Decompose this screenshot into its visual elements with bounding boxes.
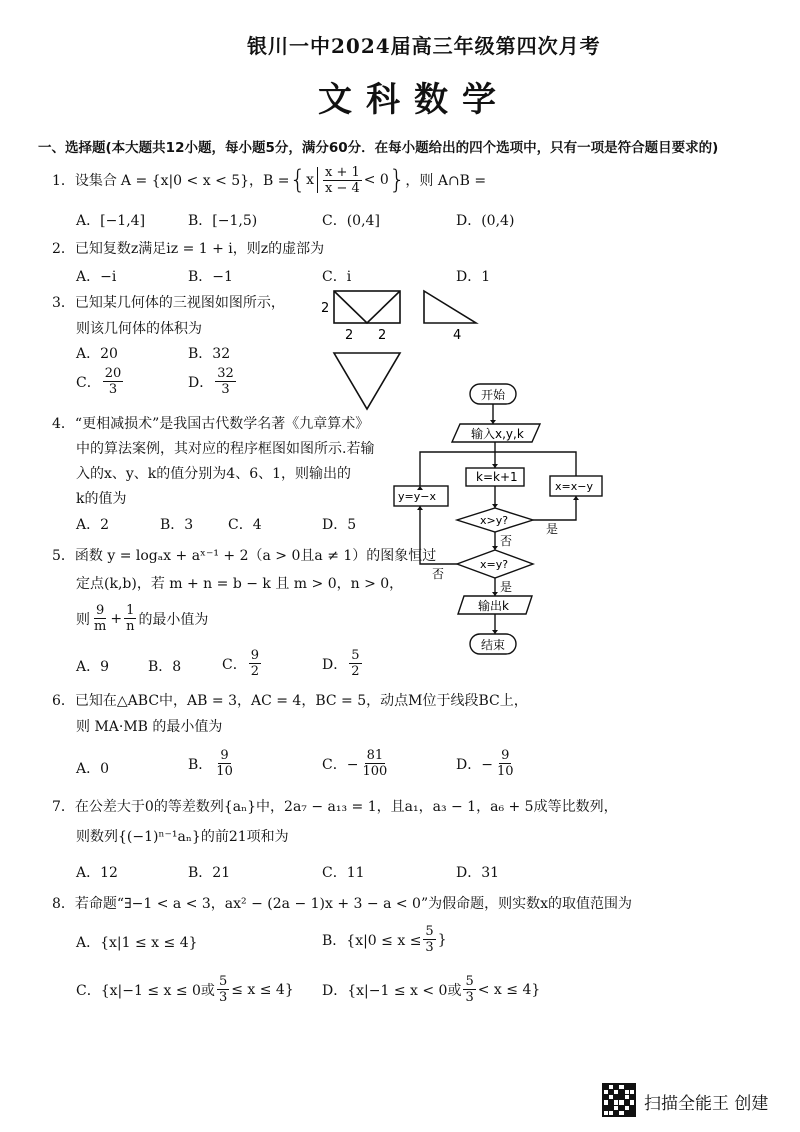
question-4-line2: 中的算法案例，其对应的程序框图如图所示.若输 bbox=[76, 441, 375, 457]
q4-option-d: D．5 bbox=[322, 517, 357, 533]
front-view bbox=[334, 291, 400, 323]
side-view bbox=[424, 291, 476, 323]
q8-b-tail: } bbox=[437, 931, 447, 948]
right-box-label: x=x−y bbox=[555, 480, 593, 493]
output-label: 输出k bbox=[478, 599, 509, 613]
cond2-label: x=y? bbox=[480, 558, 509, 571]
numerator: x + 1 bbox=[324, 164, 360, 180]
q8-b-frac bbox=[423, 924, 435, 955]
q5-frac2 bbox=[124, 603, 136, 634]
q5-plus: + bbox=[110, 610, 123, 627]
denominator: m bbox=[94, 619, 107, 634]
q3-d-frac bbox=[215, 366, 236, 397]
q7-option-b: B．21 bbox=[188, 865, 231, 881]
no-label-1: 否 bbox=[500, 534, 513, 548]
denominator: 3 bbox=[108, 382, 118, 397]
q6-b-frac bbox=[214, 748, 235, 779]
q5-d-frac bbox=[349, 648, 361, 679]
end-label: 结束 bbox=[481, 638, 506, 652]
question-7-line1: 7．在公差大于0的等差数列{aₙ}中，2a₇ − a₁₃ = 1，且a₁，a₃ − 1，a₆ + 5成等比数列， bbox=[52, 799, 618, 815]
denominator: 10 bbox=[496, 764, 514, 779]
q5-tail: 的最小值为 bbox=[138, 611, 209, 628]
q3-c-label: C． bbox=[76, 374, 101, 391]
q3-d-label: D． bbox=[188, 374, 214, 391]
q3-option-d bbox=[188, 366, 238, 397]
numerator: 9 bbox=[250, 648, 259, 663]
numerator: 5 bbox=[425, 924, 434, 939]
q4-option-b: B．3 bbox=[160, 517, 194, 533]
dim-height: 2 bbox=[321, 301, 330, 316]
question-1 bbox=[52, 162, 486, 198]
q7-option-a: A．12 bbox=[76, 865, 118, 881]
yes-label-1: 是 bbox=[546, 522, 559, 536]
q4-option-c: C．4 bbox=[228, 517, 262, 533]
q8-d-frac bbox=[463, 974, 475, 1005]
question-4-line4: k的值为 bbox=[76, 491, 127, 507]
denominator: 100 bbox=[362, 764, 388, 779]
q6-option-b bbox=[188, 748, 237, 779]
q1-ineq: < 0 bbox=[363, 172, 389, 188]
q8-d-tail: < x ≤ 4} bbox=[477, 981, 541, 998]
brace-left: { bbox=[289, 165, 307, 195]
left-box-label: y=y−x bbox=[398, 490, 436, 503]
q8-d-head: D．{x|−1 ≤ x < 0或 bbox=[322, 982, 462, 999]
q6-option-c bbox=[322, 748, 391, 779]
q8-c-tail: ≤ x ≤ 4} bbox=[231, 981, 294, 998]
q3-option-b: B．32 bbox=[188, 346, 231, 362]
denominator: n bbox=[126, 619, 135, 634]
dim-side: 4 bbox=[453, 328, 462, 343]
numerator: 9 bbox=[96, 603, 105, 618]
q2-option-a: A．−i bbox=[76, 269, 117, 285]
exam-header: 银川一中2024届高三年级第四次月考 bbox=[247, 34, 601, 58]
q2-option-b: B．−1 bbox=[188, 269, 233, 285]
q7-option-c: C．11 bbox=[322, 865, 365, 881]
q5-d-label: D． bbox=[322, 656, 348, 673]
cond1-label: x>y? bbox=[480, 514, 509, 527]
question-6-line1: 6．已知在△ABC中，AB = 3，AC = 4，BC = 5，动点M位于线段BC上， bbox=[52, 693, 528, 709]
numerator: 81 bbox=[366, 748, 384, 763]
q6-option-d bbox=[456, 748, 518, 779]
q8-c-frac bbox=[217, 974, 229, 1005]
flowchart bbox=[380, 378, 620, 658]
q6-b-label: B． bbox=[188, 756, 213, 773]
set-bar bbox=[317, 167, 318, 193]
q5-option-b: B．8 bbox=[148, 659, 182, 675]
q8-option-b bbox=[322, 924, 447, 955]
question-2: 2．已知复数z满足iz = 1 + i，则z的虚部为 bbox=[52, 241, 325, 257]
question-5-line3 bbox=[76, 603, 208, 634]
numerator: 1 bbox=[126, 603, 135, 618]
input-label: 输入x,y,k bbox=[471, 427, 524, 441]
q5-frac1 bbox=[92, 603, 108, 634]
numerator: 32 bbox=[217, 366, 234, 381]
q5-option-d bbox=[322, 648, 364, 679]
q6-c-label: C．− bbox=[322, 756, 359, 773]
q1-option-c: C．(0,4] bbox=[322, 213, 380, 229]
q6-d-label: D．− bbox=[456, 756, 493, 773]
numerator: 9 bbox=[220, 748, 229, 763]
start-label: 开始 bbox=[481, 388, 506, 402]
question-7-line2: 则数列{(−1)ⁿ⁻¹aₙ}的前21项和为 bbox=[76, 829, 289, 845]
denominator: 2 bbox=[250, 664, 259, 679]
yes-label-2: 是 bbox=[500, 580, 513, 594]
q6-d-frac bbox=[495, 748, 516, 779]
q5-then: 则 bbox=[76, 611, 90, 628]
question-6-line2: 则 MA·MB 的最小值为 bbox=[76, 719, 223, 735]
question-5-line1: 5．函数 y = logₐx + aˣ⁻¹ + 2（a > 0且a ≠ 1）的图象恒过 bbox=[52, 548, 437, 564]
denominator: 3 bbox=[221, 382, 230, 397]
denominator: 3 bbox=[218, 990, 228, 1005]
paper-title: 文科数学 bbox=[318, 80, 510, 120]
q3-option-a: A．20 bbox=[76, 346, 118, 362]
question-3-line2: 则该几何体的体积为 bbox=[76, 321, 202, 337]
q1-set-var: x bbox=[306, 172, 314, 188]
q5-option-a: A．9 bbox=[76, 659, 110, 675]
q6-option-a: A．0 bbox=[76, 761, 110, 777]
q7-option-d: D．31 bbox=[456, 865, 500, 881]
question-4-line1: 4．“更相减损术”是我国古代数学名著《九章算术》 bbox=[52, 416, 370, 432]
denominator: x − 4 bbox=[324, 180, 360, 196]
q8-option-a: A．{x|1 ≤ x ≤ 4} bbox=[76, 935, 198, 951]
q4-option-a: A．2 bbox=[76, 517, 110, 533]
denominator: 2 bbox=[351, 664, 360, 679]
qr-code-icon bbox=[602, 1083, 636, 1117]
q3-c-frac bbox=[103, 366, 124, 397]
numerator: 5 bbox=[465, 974, 474, 989]
q3-option-c bbox=[76, 366, 125, 397]
q8-option-c bbox=[76, 974, 294, 1005]
q2-option-d: D．1 bbox=[456, 269, 491, 285]
question-3-line1: 3．已知某几何体的三视图如图所示， bbox=[52, 295, 285, 311]
q1-option-b: B．[−1,5) bbox=[188, 213, 258, 229]
q8-option-d bbox=[322, 974, 540, 1005]
q8-b-head: B．{x|0 ≤ x ≤ bbox=[322, 932, 422, 949]
step-label: k=k+1 bbox=[476, 470, 518, 484]
q2-option-c: C．i bbox=[322, 269, 352, 285]
numerator: 5 bbox=[218, 974, 228, 989]
numerator: 5 bbox=[351, 648, 360, 663]
no-label-2: 否 bbox=[432, 567, 445, 581]
q1-option-a: A．[−1,4] bbox=[76, 213, 146, 229]
question-5-line2: 定点(k,b)，若 m + n = b − k 且 m > 0，n > 0， bbox=[76, 576, 404, 592]
q1-suffix: ，则 A∩B = bbox=[405, 173, 487, 189]
q1-option-d: D．(0,4) bbox=[456, 213, 515, 229]
q6-c-frac bbox=[360, 748, 389, 779]
dim-left: 2 bbox=[345, 328, 354, 343]
q8-c-head: C．{x|−1 ≤ x ≤ 0或 bbox=[76, 982, 215, 999]
question-8: 8．若命题“∃−1 < a < 3，ax² − (2a − 1)x + 3 − a < 0”为假命题，则实数x的取值范围为 bbox=[52, 896, 633, 912]
q5-option-c bbox=[222, 648, 263, 679]
q5-c-frac bbox=[249, 648, 261, 679]
q5-c-label: C． bbox=[222, 656, 247, 673]
front-view-lines bbox=[334, 291, 400, 323]
q1-prefix: 1．设集合 bbox=[52, 173, 117, 189]
question-4-line3: 入的x、y、k的值分别为4、6、1，则输出的 bbox=[76, 466, 352, 482]
q1-fraction bbox=[323, 165, 362, 196]
numerator: 9 bbox=[501, 748, 510, 763]
section-heading: 一、选择题(本大题共12小题，每小题5分，满分60分．在每小题给出的四个选项中，只有一项是符合题目要求的) bbox=[38, 140, 719, 156]
denominator: 3 bbox=[465, 990, 474, 1005]
brace-right: } bbox=[388, 165, 406, 195]
scanner-watermark: 扫描全能王 创建 bbox=[644, 1094, 769, 1114]
denominator: 3 bbox=[425, 940, 434, 955]
denominator: 10 bbox=[216, 764, 233, 779]
dim-right: 2 bbox=[378, 328, 387, 343]
q1-sets: A = {x|0 < x < 5}，B = bbox=[120, 173, 290, 189]
numerator: 20 bbox=[104, 366, 122, 381]
